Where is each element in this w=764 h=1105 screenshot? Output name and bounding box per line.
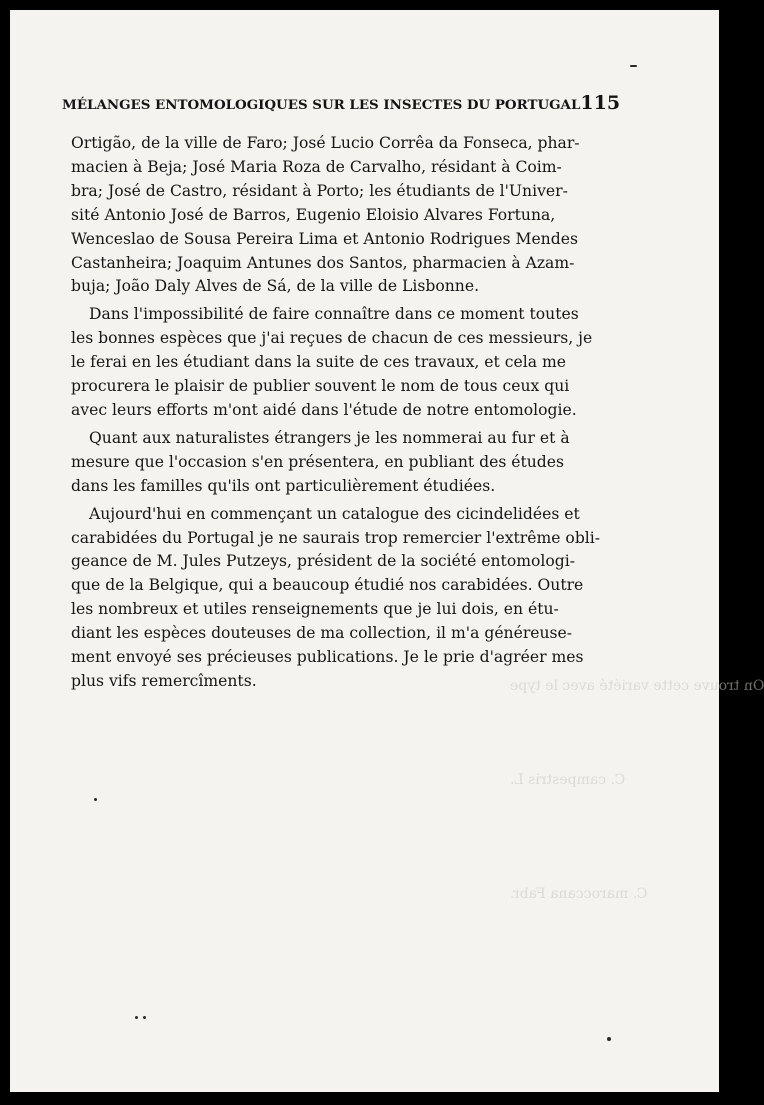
text-line: Aujourd'hui en commençant un catalogue des cicindelidées et [89, 504, 580, 523]
bleed-through-text: C. campestris L. [510, 772, 626, 788]
text-line: carabidées du Portugal je ne saurais trop remercier l'extrême obli- [71, 528, 601, 547]
text-line: Ortigão, de la ville de Faro; José Lucio Corrêa da Fonseca, phar- [71, 134, 580, 152]
paragraph-1 [71, 132, 580, 299]
text-line: bra; José de Castro, résidant à Porto; les étudiants de l'Univer- [71, 181, 568, 200]
bleed-through-text: On trouve cette variété avec le type [510, 678, 764, 694]
text-line: ment envoyé ses précieuses publications. Je le prie d'agréer mes [71, 648, 584, 667]
ink-speck [94, 798, 97, 801]
text-line: mesure que l'occasion s'en présentera, en publiant des études [71, 452, 565, 471]
paragraph-4 [71, 503, 601, 694]
text-line: macien à Beja; José Maria Roza de Carvalho, résidant à Coim- [71, 157, 562, 176]
text-line: dans les familles qu'ils ont particulièrement étudiées. [71, 476, 496, 495]
text-line: avec leurs efforts m'ont aidé dans l'étude de notre entomologie. [71, 400, 577, 419]
ink-speck [630, 65, 637, 67]
paragraph-2 [71, 303, 593, 423]
text-line: que de la Belgique, qui a beaucoup étudié nos carabidées. Outre [71, 576, 584, 595]
ink-speck [143, 1016, 146, 1019]
running-head-title: MÉLANGES ENTOMOLOGIQUES SUR LES INSECTES DU PORTUGAL [62, 97, 581, 113]
text-line: sité Antonio José de Barros, Eugenio Eloisio Alvares Fortuna, [71, 205, 556, 224]
scanned-page [10, 10, 764, 1092]
paragraph-3 [71, 427, 570, 499]
ink-speck [607, 1037, 611, 1041]
text-line: le ferai en les étudiant dans la suite de ces travaux, et cela me [71, 353, 566, 372]
text-line: buja; João Daly Alves de Sá, de la ville de Lisbonne. [71, 277, 480, 296]
text-line: plus vifs remercîments. [71, 671, 257, 690]
text-line: les bonnes espèces que j'ai reçues de chacun de ces messieurs, je [71, 329, 593, 348]
ink-speck [135, 1016, 138, 1019]
body-text [71, 132, 601, 694]
text-line: diant les espèces douteuses de ma collection, il m'a généreuse- [71, 624, 573, 643]
text-line: Dans l'impossibilité de faire connaître dans ce moment toutes [89, 305, 579, 324]
text-line: Quant aux naturalistes étrangers je les nommerai au fur et à [89, 428, 570, 447]
text-line: geance de M. Jules Putzeys, président de la société entomologi- [71, 552, 576, 571]
text-line: les nombreux et utiles renseignements que je lui dois, en étu- [71, 600, 559, 619]
running-head [62, 92, 621, 114]
text-line: Castanheira; Joaquim Antunes dos Santos, pharmacien à Azam- [71, 253, 575, 272]
text-line: Wenceslao de Sousa Pereira Lima et Antonio Rodrigues Mendes [71, 229, 578, 248]
text-line: procurera le plaisir de publier souvent le nom de tous ceux qui [71, 377, 570, 396]
bleed-through-text: C. maroccana Fabr. [510, 886, 648, 902]
page-number: 115 [580, 92, 621, 114]
